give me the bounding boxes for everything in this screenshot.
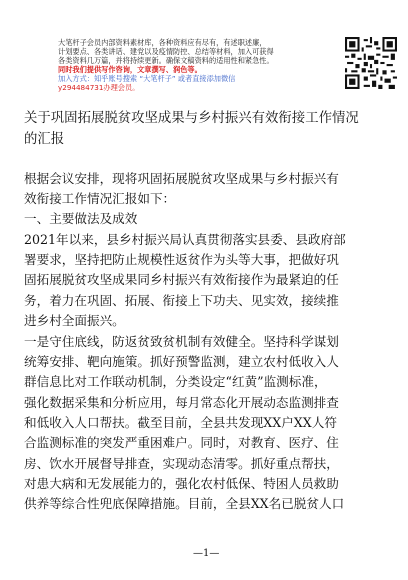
paragraph-line: 署要求，坚持把防止规模性返贫作为头等大事，把做好巩 [24, 252, 339, 267]
paragraph-line: 固拓展脱贫攻坚成果同乡村振兴有效衔接作为最紧迫的任 [24, 272, 339, 287]
banner-line-4: 同时我们提供写作咨询，文章撰写、润色等。 [58, 65, 202, 74]
paragraph-line: 群信息比对工作联动机制，分类设定“红黄”监测标准， [24, 374, 327, 389]
banner-line-6: y2944847​31办理会员。 [58, 83, 140, 92]
promo-banner [58, 38, 348, 100]
paragraph-line: 和低收入人口帮扶。截至目前，全县共发现XX户XX人符 [24, 415, 337, 430]
paragraph-line: 强化数据采集和分析应用，每月常态化开展动态监测排查 [24, 395, 339, 410]
paragraph-line: 2021年以来，县乡村振兴局认真贯彻落实县委、县政府部 [24, 232, 346, 247]
paragraph-line: 进乡村全面振兴。 [24, 313, 125, 328]
doc-title-line-1: 关于巩固拓展脱贫攻坚成果与乡村振兴有效衔接工作情况 [24, 111, 359, 126]
banner-line-2: 计划要点、各类讲话、建党以及疫情防控、总结等材料，加入可获得 [58, 47, 274, 56]
paragraph-line: 务，着力在巩固、拓展、衔接上下功夫、见实效，接续推 [24, 293, 339, 308]
paragraph-line: 统筹安排、靶向施策。抓好预警监测，建立农村低收入人 [24, 354, 339, 369]
paragraph-line: 一是守住底线，防返贫致贫机制有效健全。坚持科学谋划 [24, 334, 339, 349]
banner-line-5: 加入方式：知乎账号搜索 “大笔杆子” 或者直接添加微信 [58, 74, 236, 83]
paragraph-line: 根据会议安排，现将巩固拓展脱贫攻坚成果与乡村振兴有 [24, 171, 339, 186]
paragraph-line: 房、饮水开展督导排查，实现动态清零。抓好重点帮扶， [24, 456, 339, 471]
paragraph-line: 合监测标准的突发严重困难户。同时，对教育、医疗、住 [24, 435, 339, 450]
section-heading: 一、主要做法及成效 [24, 211, 138, 226]
paragraph-line: 对患大病和无发展能力的，强化农村低保、特困人员救助 [24, 476, 339, 491]
doc-title-line-2: 的汇报 [24, 132, 65, 147]
banner-line-3: 各类资料几万篇，并将持续更新。确保文稿资料的适用性和紧急性。 [58, 56, 274, 65]
banner-line-1: 大笔杆子会员内部资料素材库，各种资料应有尽有，有述职述廉， [58, 38, 267, 47]
qr-code-icon [345, 37, 397, 89]
page-number: —1— [193, 548, 220, 559]
paragraph-line: 供养等综合性兜底保障措施。目前，全县XX名已脱贫人口 [24, 496, 345, 511]
paragraph-line: 效衔接工作情况汇报如下： [24, 191, 176, 206]
